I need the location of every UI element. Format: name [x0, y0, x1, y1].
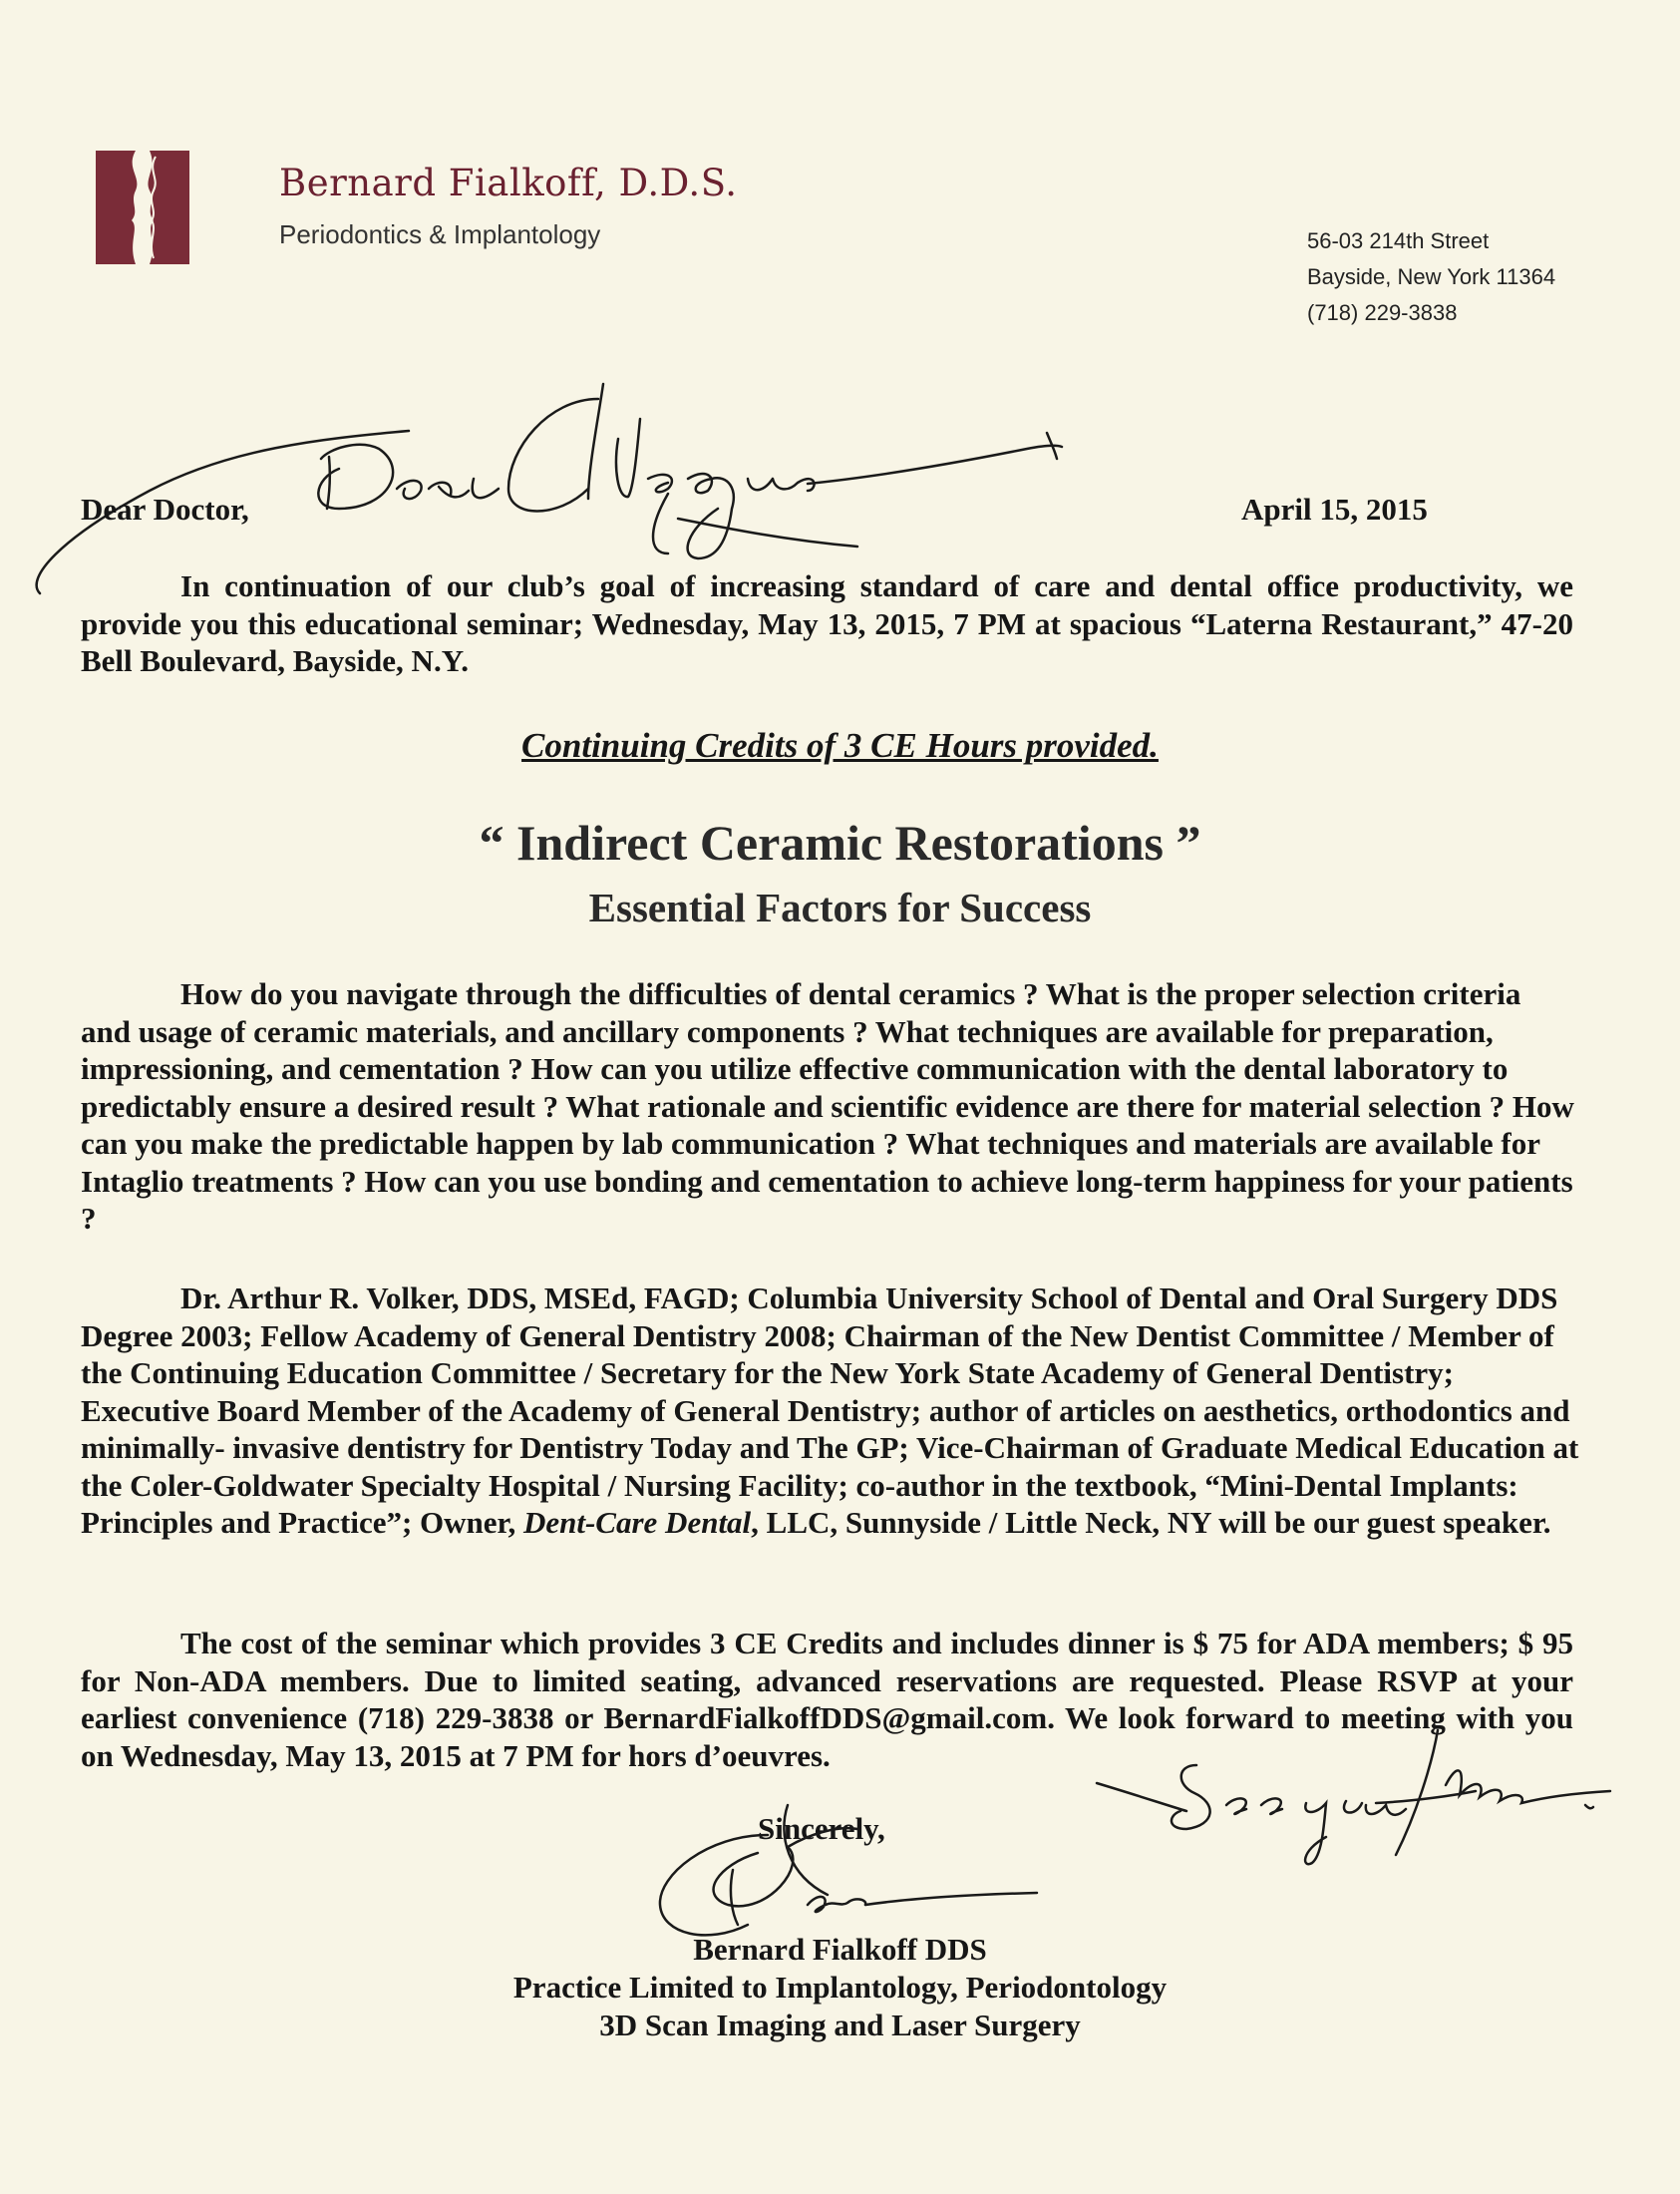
seminar-title: “ Indirect Ceramic Restorations ”	[479, 815, 1201, 871]
ce-credits-notice: Continuing Credits of 3 CE Hours provided.	[521, 726, 1159, 765]
intro-paragraph: In continuation of our club’s goal of increasing standard of care and dental office productivity, we provide you this educational seminar; Wednesday, May 13, 2015, 7 PM at spacious “Laterna Restaurant,” 47-20 Bell Boulevard, Bayside, N.Y.	[81, 568, 1573, 678]
signer-name: Bernard Fialkoff DDS	[693, 1932, 987, 1967]
letter-date: April 15, 2015	[1241, 492, 1428, 527]
speaker-bio-part1: Dr. Arthur R. Volker, DDS, MSEd, FAGD; Columbia University School of Dental and Oral Surgery DDS Degree 2003; Fellow Academy of General Dentistry 2008; Chairman of the New Dentist Committee / Member of the Continuing Education Committee / Secretary for the New York State Academy of General Dentistry; Executive Board Member of the Academy of General Dentistry; author of articles on aesthetics, orthodontics and minimally- invasive dentistry for Dentistry Today and The GP; Vice-Chairman of Graduate Medical Education at the Coler-Goldwater Specialty Hospital / Nursing Facility; co-author in the textbook, “Mini-Dental Implants: Principles and Practice”; Owner,	[81, 1280, 1579, 1540]
speaker-bio	[81, 1280, 1586, 1542]
address-street: 56-03 214th Street	[1307, 228, 1490, 253]
practice-logo	[96, 151, 189, 264]
practice-specialty: Periodontics & Implantology	[279, 219, 601, 249]
closing-sincerely: Sincerely,	[758, 1811, 885, 1846]
speaker-company: Dent-Care Dental	[522, 1505, 752, 1540]
cost-paragraph: The cost of the seminar which provides 3 CE Credits and includes dinner is $ 75 for ADA members; $ 95 for Non-ADA members. Due to limited seating, advanced reservations are requested. Please RSVP at your earliest convenience (718) 229-3838 or BernardFialkoffDDS@gmail.com. We look forward to meeting with you on Wednesday, May 13, 2015 at 7 PM for hors d’oeuvres.	[81, 1626, 1573, 1773]
practice-name: Bernard Fialkoff, D.D.S.	[279, 162, 738, 204]
seminar-subtitle: Essential Factors for Success	[588, 885, 1092, 930]
speaker-bio-part2: , LLC, Sunnyside / Little Neck, NY will be our guest speaker.	[751, 1505, 1551, 1540]
handwritten-note	[1077, 1725, 1615, 1875]
practice-address	[1307, 223, 1555, 331]
seminar-description: How do you navigate through the difficulties of dental ceramics ? What is the proper selection criteria and usage of ceramic materials, and ancillary components ? What techniques are available for preparation, impressioning, and cementation ? How can you utilize effective communication with the dental laboratory to predictably ensure a desired result ? What rationale and scientific evidence are there for material selection ? How can you make the predictable happen by lab communication ? What techniques and materials are available for Intaglio treatments ? How can you use bonding and cementation to achieve long-term happiness for your patients ?	[81, 976, 1574, 1236]
signer-title-line2: 3D Scan Imaging and Laser Surgery	[599, 2008, 1081, 2042]
closing-block	[0, 1931, 1680, 2044]
address-city: Bayside, New York 11364	[1307, 264, 1556, 289]
signer-title-line1: Practice Limited to Implantology, Periodontology	[512, 1970, 1168, 2005]
address-phone: (718) 229-3838	[1307, 300, 1458, 325]
salutation: Dear Doctor,	[81, 492, 249, 527]
